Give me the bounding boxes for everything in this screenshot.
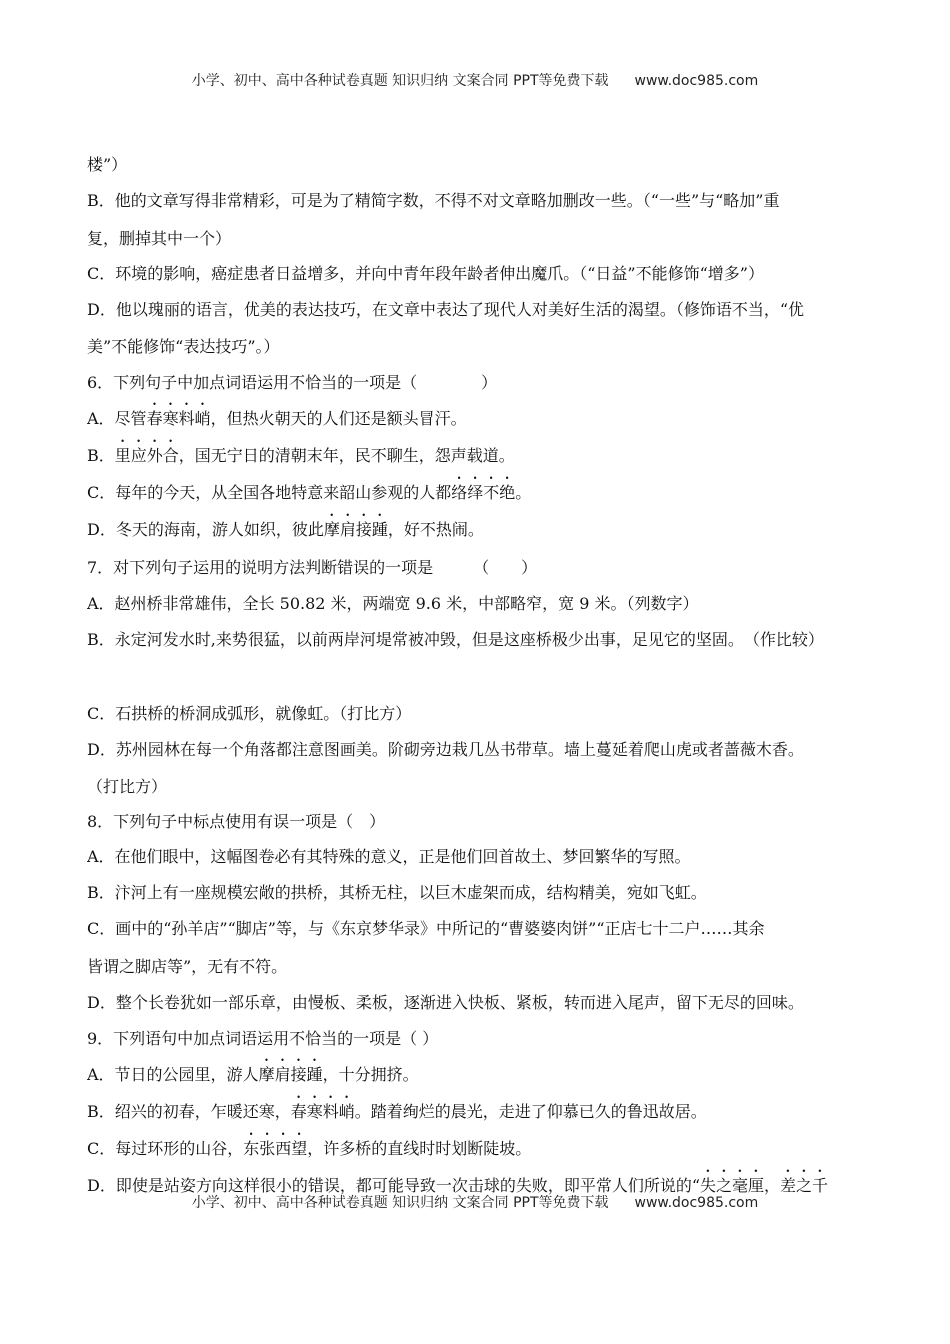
- question-7-option-a: A．赵州桥非常雄伟，全长 50.82 米，两端宽 9.6 米，中部略窄，宽 9 米。（列数字）: [87, 594, 699, 613]
- text-line: 楼”）: [87, 155, 128, 174]
- question-6-option-c: C．每年的今天，从全国各地特意来韶山参观的人都络绎不绝。: [87, 483, 532, 502]
- question-7-stem: 7．对下列句子运用的说明方法判断错误的一项是 （ ）: [87, 558, 538, 577]
- question-7-option-c: C．石拱桥的桥洞成弧形，就像虹。（打比方）: [87, 704, 412, 723]
- question-9-stem: 9．下列语句中加点词语运用不恰当的一项是（ ）: [87, 1029, 439, 1048]
- question-8-option-c: C．画中的“孙羊店”“脚店”等，与《东京梦华录》中所记的“曹婆婆肉饼”“正店七十二户……其余: [87, 919, 765, 938]
- question-7-option-b: B．永定河发水时,来势很猛，以前两岸河堤常被冲毁，但是这座桥极少出事，足见它的坚固。 （作比较）: [87, 630, 824, 649]
- text-line: （打比方）: [87, 777, 168, 796]
- page-footer: [0, 1192, 950, 1212]
- question-6-option-a: A．尽管春寒料峭，但热火朝天的人们还是额头冒汗。: [87, 409, 467, 428]
- question-6-option-b: B．里应外合，国无宁日的清朝末年，民不聊生，怨声载道。: [87, 446, 515, 465]
- question-6-option-d: D．冬天的海南，游人如织，彼此摩肩接踵，好不热闹。: [87, 520, 484, 539]
- question-8-stem: 8．下列句子中标点使用有误一项是（ ）: [87, 812, 386, 831]
- page-header: [0, 70, 950, 90]
- question-9-option-b: B．绍兴的初春，乍暖还寒，春寒料峭。踏着绚烂的晨光，走进了仰慕已久的鲁迅故居。: [87, 1102, 707, 1121]
- question-6-stem: 6．下列句子中加点词语运用不恰当的一项是（ ）: [87, 373, 498, 392]
- question-8-option-a: A．在他们眼中，这幅图卷必有其特殊的意义，正是他们回首故土、梦回繁华的写照。: [87, 847, 691, 866]
- text-line: D．他以瑰丽的语言，优美的表达技巧，在文章中表达了现代人对美好生活的渴望。（修饰语不当，“优: [87, 300, 805, 319]
- text-line: B．他的文章写得非常精彩，可是为了精简字数，不得不对文章略加删改一些。（“一些”与“略加”重: [87, 191, 780, 210]
- footer-text: 小学、初中、高中各种试卷真题 知识归纳 文案合同 PPT等免费下载: [191, 1195, 609, 1211]
- question-9-option-a: A．节日的公园里，游人摩肩接踵，十分拥挤。: [87, 1065, 419, 1084]
- question-9-option-d: D．即使是站姿方向这样很小的错误，都可能导致一次击球的失败，即平常人们所说的“失之毫厘，差之千: [87, 1176, 829, 1195]
- footer-url: www.doc985.com: [634, 1195, 759, 1211]
- text-line: 复，删掉其中一个）: [87, 229, 232, 248]
- question-8-option-d: D．整个长卷犹如一部乐章，由慢板、柔板，逐渐进入快板、紧板，转而进入尾声，留下无尽的回味。: [87, 993, 804, 1012]
- header-url: www.doc985.com: [634, 73, 759, 89]
- text-line: C．环境的影响，癌症患者日益增多，并向中青年段年龄者伸出魔爪。（“日益”不能修饰“增多”）: [87, 264, 764, 283]
- text-line: 美”不能修饰“表达技巧”。）: [87, 337, 280, 356]
- question-9-option-c: C．每过环形的山谷，东张西望，许多桥的直线时时划断陡坡。: [87, 1139, 532, 1158]
- text-line: 皆谓之脚店等”，无有不符。: [87, 957, 288, 976]
- question-7-option-d: D．苏州园林在每一个角落都注意图画美。阶砌旁边栽几丛书带草。墙上蔓延着爬山虎或者蔷薇木香。: [87, 740, 804, 759]
- header-text: 小学、初中、高中各种试卷真题 知识归纳 文案合同 PPT等免费下载: [191, 73, 609, 89]
- question-8-option-b: B．汴河上有一座规模宏敞的拱桥，其桥无柱，以巨木虚架而成，结构精美，宛如飞虹。: [87, 883, 707, 902]
